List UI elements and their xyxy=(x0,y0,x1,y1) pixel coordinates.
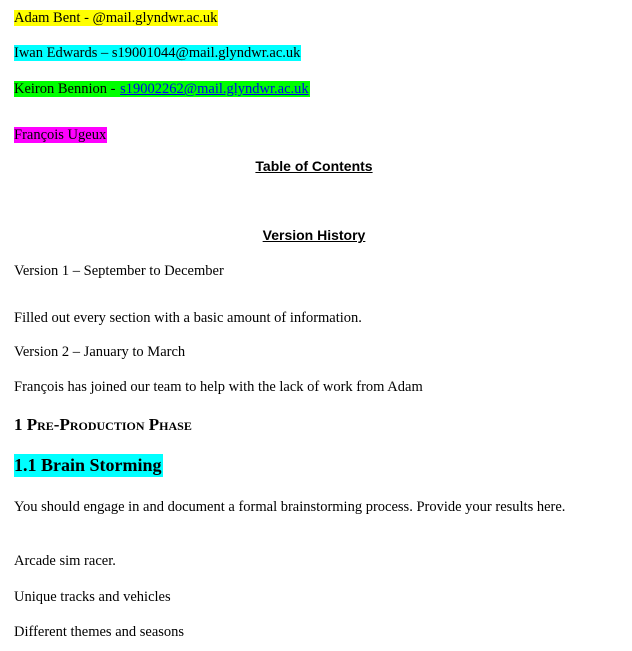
section-1-heading: 1 Pre-Production Phase xyxy=(14,415,192,434)
author-line xyxy=(14,127,107,144)
version-history-title: Version History xyxy=(262,227,366,243)
body-paragraph: You should engage in and document a formal brainstorming process. Provide your results here. xyxy=(14,499,566,515)
body-paragraph: Unique tracks and vehicles xyxy=(14,589,171,605)
body-paragraph: Arcade sim racer. xyxy=(14,553,116,569)
author-line xyxy=(14,10,218,27)
version-1-note: Filled out every section with a basic amount of information. xyxy=(14,310,362,326)
author-iwan: Iwan Edwards – s19001044@mail.glyndwr.ac.uk xyxy=(14,45,301,61)
author-line xyxy=(14,45,301,62)
author-francois: François Ugeux xyxy=(14,127,107,143)
section-1-1-heading xyxy=(14,455,163,476)
author-line xyxy=(14,81,310,98)
author-keiron-name: Keiron Bennion - xyxy=(14,81,120,97)
author-keiron-email-link[interactable]: s19002262@mail.glyndwr.ac.uk xyxy=(120,81,309,97)
section-1-1-heading-text: 1.1 Brain Storming xyxy=(14,455,162,475)
toc-title: Table of Contents xyxy=(255,158,373,174)
version-2-note: François has joined our team to help with the lack of work from Adam xyxy=(14,379,423,395)
author-adam: Adam Bent - @mail.glyndwr.ac.uk xyxy=(14,10,218,26)
version-1-title: Version 1 – September to December xyxy=(14,263,224,279)
version-2-title: Version 2 – January to March xyxy=(14,344,186,360)
body-paragraph: Different themes and seasons xyxy=(14,624,185,640)
